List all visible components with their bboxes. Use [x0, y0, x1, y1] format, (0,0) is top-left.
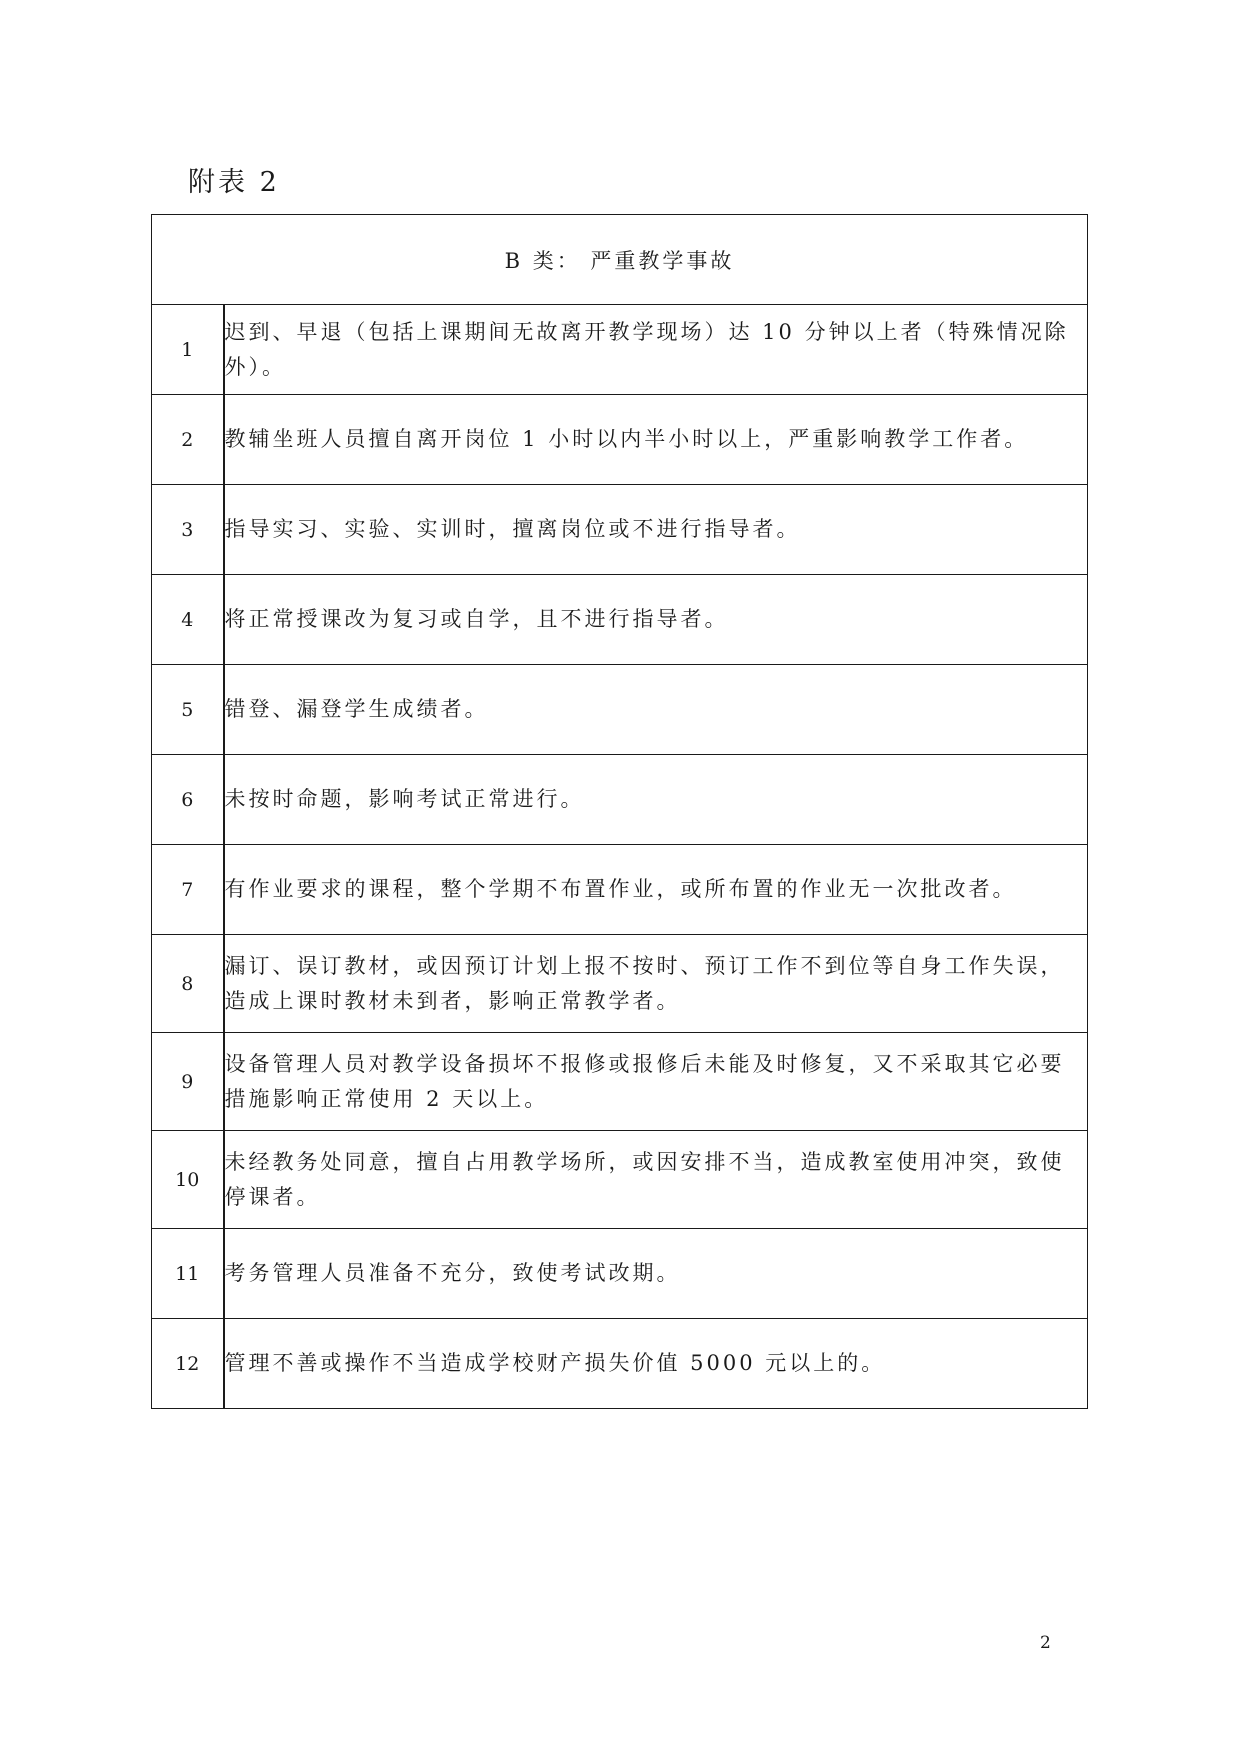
- row-description: 将正常授课改为复习或自学，且不进行指导者。: [224, 575, 1088, 665]
- row-number: 9: [152, 1033, 224, 1131]
- row-number: 6: [152, 755, 224, 845]
- table-row: [152, 1229, 1088, 1319]
- table-row: [152, 935, 1088, 1033]
- category-header-row: [152, 215, 1088, 305]
- table-row: [152, 845, 1088, 935]
- table-row: [152, 575, 1088, 665]
- row-number: 1: [152, 305, 224, 395]
- row-description: 未按时命题，影响考试正常进行。: [224, 755, 1088, 845]
- row-number: 10: [152, 1131, 224, 1229]
- table-row: [152, 395, 1088, 485]
- row-number: 8: [152, 935, 224, 1033]
- table-row: [152, 1033, 1088, 1131]
- appendix-caption: 附表 2: [188, 167, 280, 198]
- row-number: 3: [152, 485, 224, 575]
- row-description: 考务管理人员准备不充分，致使考试改期。: [224, 1229, 1088, 1319]
- row-description: 漏订、误订教材，或因预订计划上报不按时、预订工作不到位等自身工作失误，造成上课时教材未到者，影响正常教学者。: [224, 935, 1088, 1033]
- row-number: 5: [152, 665, 224, 755]
- table-row: [152, 305, 1088, 395]
- row-description: 未经教务处同意，擅自占用教学场所，或因安排不当，造成教室使用冲突，致使停课者。: [224, 1131, 1088, 1229]
- table-row: [152, 1131, 1088, 1229]
- row-description: 指导实习、实验、实训时，擅离岗位或不进行指导者。: [224, 485, 1088, 575]
- row-number: 11: [152, 1229, 224, 1319]
- row-description: 管理不善或操作不当造成学校财产损失价值 5000 元以上的。: [224, 1319, 1088, 1409]
- row-description: 迟到、早退（包括上课期间无故离开教学现场）达 10 分钟以上者（特殊情况除外）。: [224, 305, 1088, 395]
- row-description: 设备管理人员对教学设备损坏不报修或报修后未能及时修复，又不采取其它必要措施影响正常使用 2 天以上。: [224, 1033, 1088, 1131]
- row-number: 2: [152, 395, 224, 485]
- row-description: 有作业要求的课程，整个学期不布置作业，或所布置的作业无一次批改者。: [224, 845, 1088, 935]
- table-row: [152, 1319, 1088, 1409]
- row-description: 错登、漏登学生成绩者。: [224, 665, 1088, 755]
- row-number: 4: [152, 575, 224, 665]
- table-row: [152, 755, 1088, 845]
- teaching-accident-table: [151, 214, 1088, 1409]
- page-number: 2: [1040, 1633, 1051, 1653]
- category-title: B 类： 严重教学事故: [152, 215, 1088, 305]
- table-row: [152, 665, 1088, 755]
- table-row: [152, 485, 1088, 575]
- row-description: 教辅坐班人员擅自离开岗位 1 小时以内半小时以上，严重影响教学工作者。: [224, 395, 1088, 485]
- row-number: 12: [152, 1319, 224, 1409]
- row-number: 7: [152, 845, 224, 935]
